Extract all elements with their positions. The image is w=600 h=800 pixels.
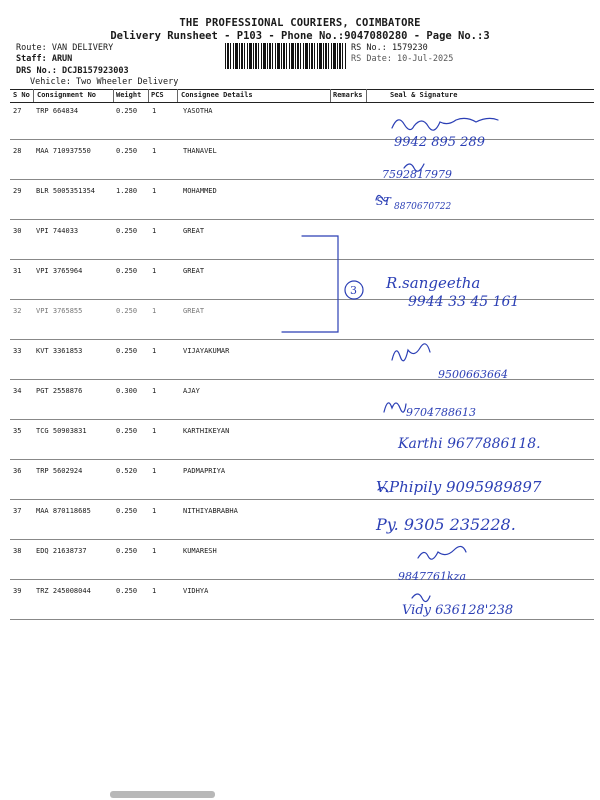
serial-number: 35 [13, 427, 22, 435]
pieces-value: 1 [152, 307, 157, 315]
table-row [10, 100, 594, 140]
consignment-number: MAA 710937550 [36, 147, 91, 155]
consignment-number: EDQ 21638737 [36, 547, 87, 555]
consignee-name: AJAY [183, 387, 200, 395]
hw-phone: 8870670722 [394, 202, 452, 212]
serial-number: 37 [13, 507, 22, 515]
hw-name: R.sangeetha [386, 274, 481, 292]
pieces-value: 1 [152, 547, 157, 555]
hw-name-phone: Vidy 636128'238 [402, 603, 514, 618]
table-row [10, 140, 594, 180]
barcode [225, 43, 347, 69]
table-row [10, 580, 594, 620]
col-header-remarks: Remarks [333, 91, 363, 99]
drs-number: DRS No.: DCJB157923003 [16, 66, 129, 76]
consignee-name: GREAT [183, 267, 205, 275]
weight-value: 0.250 [116, 507, 138, 515]
pieces-value: 1 [152, 427, 157, 435]
col-header-sno: S No [13, 91, 30, 99]
serial-number: 38 [13, 547, 22, 555]
hw-name-phone: Py. 9305 235228. [376, 515, 516, 534]
hw-name-phone: V.Phipily 9095989897 [376, 478, 542, 496]
weight-value: 0.250 [116, 147, 138, 155]
table-row [10, 380, 594, 420]
pieces-value: 1 [152, 587, 157, 595]
consignment-number: TCG 50903831 [36, 427, 87, 435]
pieces-value: 1 [152, 387, 157, 395]
table-row [10, 300, 594, 340]
pieces-value: 1 [152, 507, 157, 515]
consignee-name: YASOTHA [183, 107, 213, 115]
consignee-name: VIDHYA [183, 587, 209, 595]
table-row [10, 460, 594, 500]
runsheet-subtitle: Delivery Runsheet - P103 - Phone No.:9047080280 - Page No.:3 [110, 30, 490, 42]
serial-number: 34 [13, 387, 22, 395]
weight-value: 0.250 [116, 347, 138, 355]
weight-value: 0.300 [116, 387, 138, 395]
weight-value: 1.280 [116, 187, 138, 195]
pieces-value: 1 [152, 147, 157, 155]
consignee-name: NITHIYABRABHA [183, 507, 238, 515]
consignment-number: KVT 3361853 [36, 347, 83, 355]
pieces-value: 1 [152, 267, 157, 275]
table-row [10, 420, 594, 460]
pieces-value: 1 [152, 467, 157, 475]
col-header-consignment: Consignment No [37, 91, 97, 99]
pieces-value: 1 [152, 227, 157, 235]
serial-number: 32 [13, 307, 22, 315]
consignment-number: VPI 3765855 [36, 307, 83, 315]
weight-value: 0.250 [116, 307, 138, 315]
route-label: Route: VAN DELIVERY [16, 43, 114, 53]
consignment-number: MAA 870118685 [36, 507, 91, 515]
hw-initials: ST [376, 195, 391, 208]
scan-smudge [110, 791, 215, 798]
consignment-number: VPI 3765964 [36, 267, 83, 275]
consignment-number: TRZ 245008044 [36, 587, 91, 595]
hw-circled-number: 3 [350, 284, 357, 297]
col-header-weight: Weight [116, 91, 142, 99]
pieces-value: 1 [152, 107, 157, 115]
serial-number: 39 [13, 587, 22, 595]
col-header-pcs: PCS [151, 91, 164, 99]
weight-value: 0.250 [116, 587, 138, 595]
serial-number: 28 [13, 147, 22, 155]
serial-number: 33 [13, 347, 22, 355]
consignee-name: GREAT [183, 307, 205, 315]
hw-phone: 9704788613 [406, 406, 476, 419]
consignment-number: PGT 2558876 [36, 387, 83, 395]
consignee-name: MOHAMMED [183, 187, 217, 195]
staff-label: Staff: ARUN [16, 54, 73, 64]
consignee-name: THANAVEL [183, 147, 217, 155]
table-top-rule [10, 89, 594, 90]
hw-phone: 9847761kza [398, 570, 467, 583]
serial-number: 27 [13, 107, 22, 115]
weight-value: 0.250 [116, 107, 138, 115]
table-row [10, 180, 594, 220]
consignee-name: GREAT [183, 227, 205, 235]
weight-value: 0.250 [116, 547, 138, 555]
hw-phone: 9944 33 45 161 [408, 294, 520, 310]
pieces-value: 1 [152, 347, 157, 355]
hw-name-phone: Karthi 9677886118. [398, 436, 541, 452]
consignment-number: TRP 5602924 [36, 467, 83, 475]
table-row [10, 220, 594, 260]
col-header-seal: Seal & Signature [390, 91, 458, 99]
row-separator [10, 619, 594, 620]
rs-date: RS Date: 10-Jul-2025 [351, 54, 454, 64]
serial-number: 36 [13, 467, 22, 475]
hw-phone: 7592817979 [382, 168, 452, 181]
serial-number: 31 [13, 267, 22, 275]
consignee-name: VIJAYAKUMAR [183, 347, 230, 355]
col-header-consignee: Consignee Details [181, 91, 253, 99]
consignee-name: PADMAPRIYA [183, 467, 226, 475]
consignee-name: KARTHIKEYAN [183, 427, 230, 435]
weight-value: 0.250 [116, 227, 138, 235]
table-row [10, 260, 594, 300]
vehicle-label: Vehicle: Two Wheeler Delivery [30, 77, 179, 87]
weight-value: 0.250 [116, 427, 138, 435]
consignment-number: BLR 5005351354 [36, 187, 96, 195]
hw-phone: 9500663664 [438, 368, 508, 381]
table-row [10, 540, 594, 580]
consignment-number: VPI 744033 [36, 227, 79, 235]
table-row [10, 500, 594, 540]
table-row [10, 340, 594, 380]
serial-number: 29 [13, 187, 22, 195]
consignment-number: TRP 664834 [36, 107, 79, 115]
weight-value: 0.520 [116, 467, 138, 475]
consignee-name: KUMARESH [183, 547, 217, 555]
pieces-value: 1 [152, 187, 157, 195]
rs-number: RS No.: 1579230 [351, 43, 428, 53]
hw-phone: 9942 895 289 [394, 135, 485, 150]
serial-number: 30 [13, 227, 22, 235]
weight-value: 0.250 [116, 267, 138, 275]
runsheet-title: THE PROFESSIONAL COURIERS, COIMBATORE [179, 17, 421, 29]
